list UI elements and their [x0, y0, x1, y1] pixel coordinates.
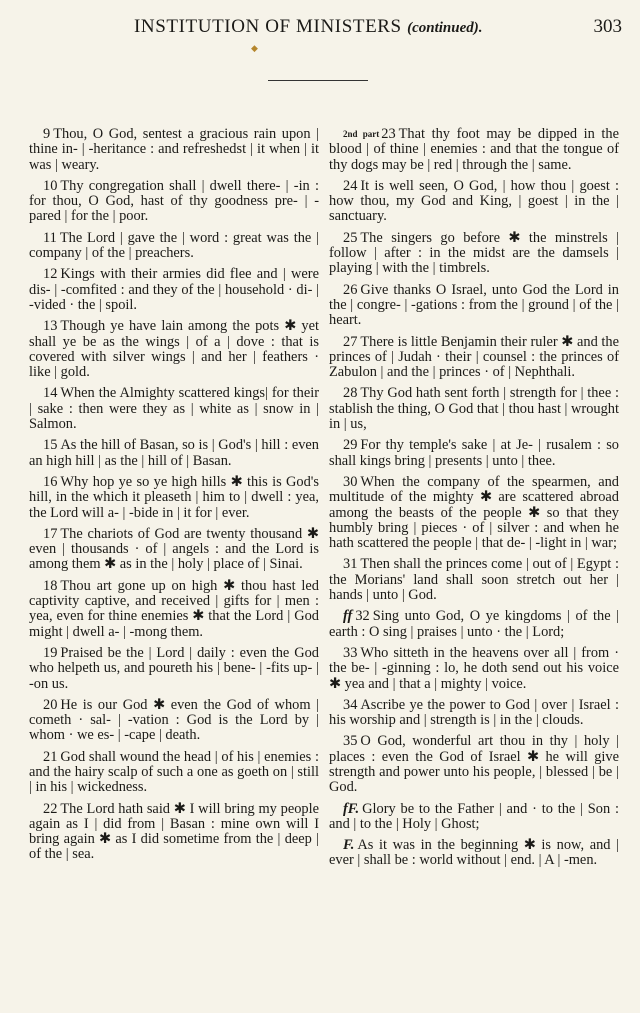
verse-number: 20	[43, 696, 58, 713]
right-column	[329, 127, 619, 875]
psalm-verse	[329, 475, 619, 551]
psalm-verse	[29, 646, 319, 692]
psalm-verse	[29, 750, 319, 796]
verse-number: 27	[343, 333, 358, 350]
verse-number: 35	[343, 733, 358, 750]
verse-number: 17	[43, 525, 58, 542]
psalm-verse	[329, 557, 619, 603]
verse-text: Who sitteth in the heavens over all | from · the be- | -ginning : lo, he doth send out his voice ✱ yea and | that a | mighty | voice.	[329, 644, 619, 692]
verse-text: O God, wonderful art thou in thy | holy | places : even the God of Israel ✱ he will give strength and power unto his people, | blessed | be | God.	[329, 733, 619, 796]
verse-text: Thy congregation shall | dwell there- | -in : for thou, O God, hast of thy goodness pre- | -pared | for the | poor.	[29, 177, 319, 225]
dynamics-mark: 2nd part	[343, 129, 380, 139]
psalm-verse	[329, 698, 619, 729]
psalm-verse	[29, 231, 319, 262]
page-header	[0, 12, 640, 42]
verse-text: The chariots of God are twenty thousand ✱ even | thousands · of | angels : and the Lord is among them ✱ as in the | holy | place of | Sinai.	[29, 525, 319, 573]
verse-number: 14	[43, 385, 58, 402]
psalm-verse	[329, 283, 619, 329]
verse-number: 11	[43, 229, 57, 246]
psalm-verse	[29, 319, 319, 380]
page-title	[134, 16, 483, 38]
verse-text: Thou, O God, sentest a gracious rain upon | thine in- | -heritance : and refreshedst | it when | it was | weary.	[29, 126, 319, 173]
verse-number: 30	[343, 473, 358, 490]
psalm-verse	[329, 609, 619, 640]
verse-text: Why hop ye so ye high hills ✱ this is God's hill, in the which it pleaseth | him to | dwell : yea, the Lord will a- | -bide in | it for | ever.	[29, 473, 319, 521]
verse-text: Give thanks O Israel, unto God the Lord in the | congre- | -gations : from the | ground | of the | heart.	[329, 281, 619, 329]
verse-text: For thy temple's sake | at Je- | rusalem : so shall kings bring | presents | unto | thee.	[329, 437, 619, 469]
title-text: INSTITUTION OF MINISTERS	[134, 16, 402, 37]
psalm-verse	[329, 734, 619, 795]
verse-text: It is well seen, O God, | how thou | goest : how thou, my God and King, | goest | in the | sanctuary.	[329, 177, 619, 225]
verse-text: Then shall the princes come | out of | Egypt : the Morians' land shall soon stretch out her | hands | unto | God.	[329, 556, 619, 604]
verse-text: He is our God ✱ even the God of whom | cometh · sal- | -vation : God is the Lord by | whom · we es- | -cape | death.	[29, 696, 319, 744]
psalm-verse	[29, 179, 319, 225]
verse-number: 23	[381, 126, 396, 142]
psalm-verse	[329, 127, 619, 173]
verse-number: 24	[343, 177, 358, 194]
title-continued: (continued).	[407, 20, 483, 36]
verse-number: 10	[43, 177, 58, 194]
dynamics-mark: fF.	[343, 800, 360, 817]
verse-number: 32	[355, 608, 370, 625]
psalm-verse	[329, 838, 619, 869]
psalm-verse	[329, 802, 619, 833]
left-column	[29, 127, 319, 869]
ornament-icon: ◆	[251, 44, 258, 54]
verse-text: God shall wound the head | of his | enemies : and the hairy scalp of such a one as goeth on | still | in his | wickedness.	[29, 748, 319, 796]
verse-number: 34	[343, 696, 358, 713]
verse-text: There is little Benjamin their ruler ✱ and the princes of | Judah · their | counsel : the princes of Zabulon | and the | princes · of | Nephthali.	[329, 333, 619, 381]
page-number: 303	[593, 16, 622, 37]
psalm-verse	[29, 386, 319, 432]
verse-number: 15	[43, 437, 58, 454]
verse-number: 22	[43, 800, 58, 817]
verse-number: 21	[43, 748, 58, 765]
verse-number: 13	[43, 318, 58, 335]
verse-number: 28	[343, 385, 358, 402]
verse-text: The Lord | gave the | word : great was the | company | of the | preachers.	[29, 229, 319, 262]
verse-number: 31	[343, 556, 358, 573]
verse-number: 29	[343, 437, 358, 454]
verse-text: Praised be the | Lord | daily : even the God who helpeth us, and poureth his | bene- | -fits up- | -on us.	[29, 644, 319, 692]
verse-number: 25	[343, 229, 358, 246]
verse-number: 18	[43, 577, 58, 594]
verse-text: Though ye have lain among the pots ✱ yet shall ye be as the wings | of a | dove : that is covered with silver wings | and her | feathers · like | gold.	[29, 318, 319, 381]
psalm-verse	[29, 267, 319, 313]
psalm-verse	[29, 579, 319, 640]
psalm-verse	[329, 335, 619, 381]
verse-text: Thou art gone up on high ✱ thou hast led captivity captive, and received | gifts for | men : yea, even for thine enemies ✱ that the Lord | God might | dwell a- | -mong them.	[29, 577, 319, 640]
psalm-verse	[29, 802, 319, 863]
psalm-verse	[329, 646, 619, 692]
psalm-verse	[329, 438, 619, 469]
verse-text: When the company of the spearmen, and multitude of the mighty ✱ are scattered abroad among the beasts of the people ✱ so that they humbly bring | pieces · of | silver : and when he hath scattered the people | that de- | -light in | war;	[329, 473, 619, 552]
verse-number: 26	[343, 281, 358, 298]
verse-text: Kings with their armies did flee and | were dis- | -comfited : and they of the | household · di- | -vided · the | spoil.	[29, 266, 319, 313]
verse-text: As the hill of Basan, so is | God's | hill : even an high hill | as the | hill of | Basan.	[29, 437, 319, 469]
verse-number: 19	[43, 644, 58, 661]
verse-number: 33	[343, 644, 358, 661]
psalm-verse	[329, 231, 619, 277]
verse-text: The Lord hath said ✱ I will bring my people again as I | did from | Basan : mine own will I bring again ✱ as I did sometime from the | deep | of the | sea.	[29, 800, 319, 863]
verse-text: Glory be to the Father | and · to the | Son : and | to the | Holy | Ghost;	[329, 800, 619, 832]
dynamics-mark: ff	[343, 608, 353, 625]
verse-number: 12	[43, 266, 58, 283]
header-rule	[268, 80, 368, 81]
psalm-verse	[329, 179, 619, 225]
psalm-verse	[29, 475, 319, 521]
verse-text: That thy foot may be dipped in the blood | of thine | enemies : and that the tongue of thy dogs may be | red | through the | same.	[329, 126, 619, 173]
verse-text: Sing unto God, O ye kingdoms | of the | earth : O sing | praises | unto · the | Lord;	[329, 608, 619, 640]
verse-text: The singers go before ✱ the minstrels | follow | after : in the midst are the damsels | playing | with the | timbrels.	[329, 229, 619, 277]
verse-number: 16	[43, 473, 58, 490]
psalm-verse	[29, 438, 319, 469]
verse-text: Thy God hath sent forth | strength for | thee : stablish the thing, O God that | thou hast | wrought in | us,	[329, 385, 619, 433]
psalm-verse	[29, 698, 319, 744]
dynamics-mark: F.	[343, 837, 355, 854]
verse-text: As it was in the beginning ✱ is now, and | ever | shall be : world without | end. | A | -men.	[329, 837, 619, 869]
psalm-verse	[29, 127, 319, 173]
verse-number: 9	[43, 126, 51, 142]
verse-text: Ascribe ye the power to God | over | Israel : his worship and | strength is | in the | clouds.	[329, 696, 619, 729]
psalm-verse	[29, 527, 319, 573]
verse-text: When the Almighty scattered kings| for their | sake : then were they as | white as | snow in | Salmon.	[29, 385, 319, 433]
psalm-verse	[329, 386, 619, 432]
